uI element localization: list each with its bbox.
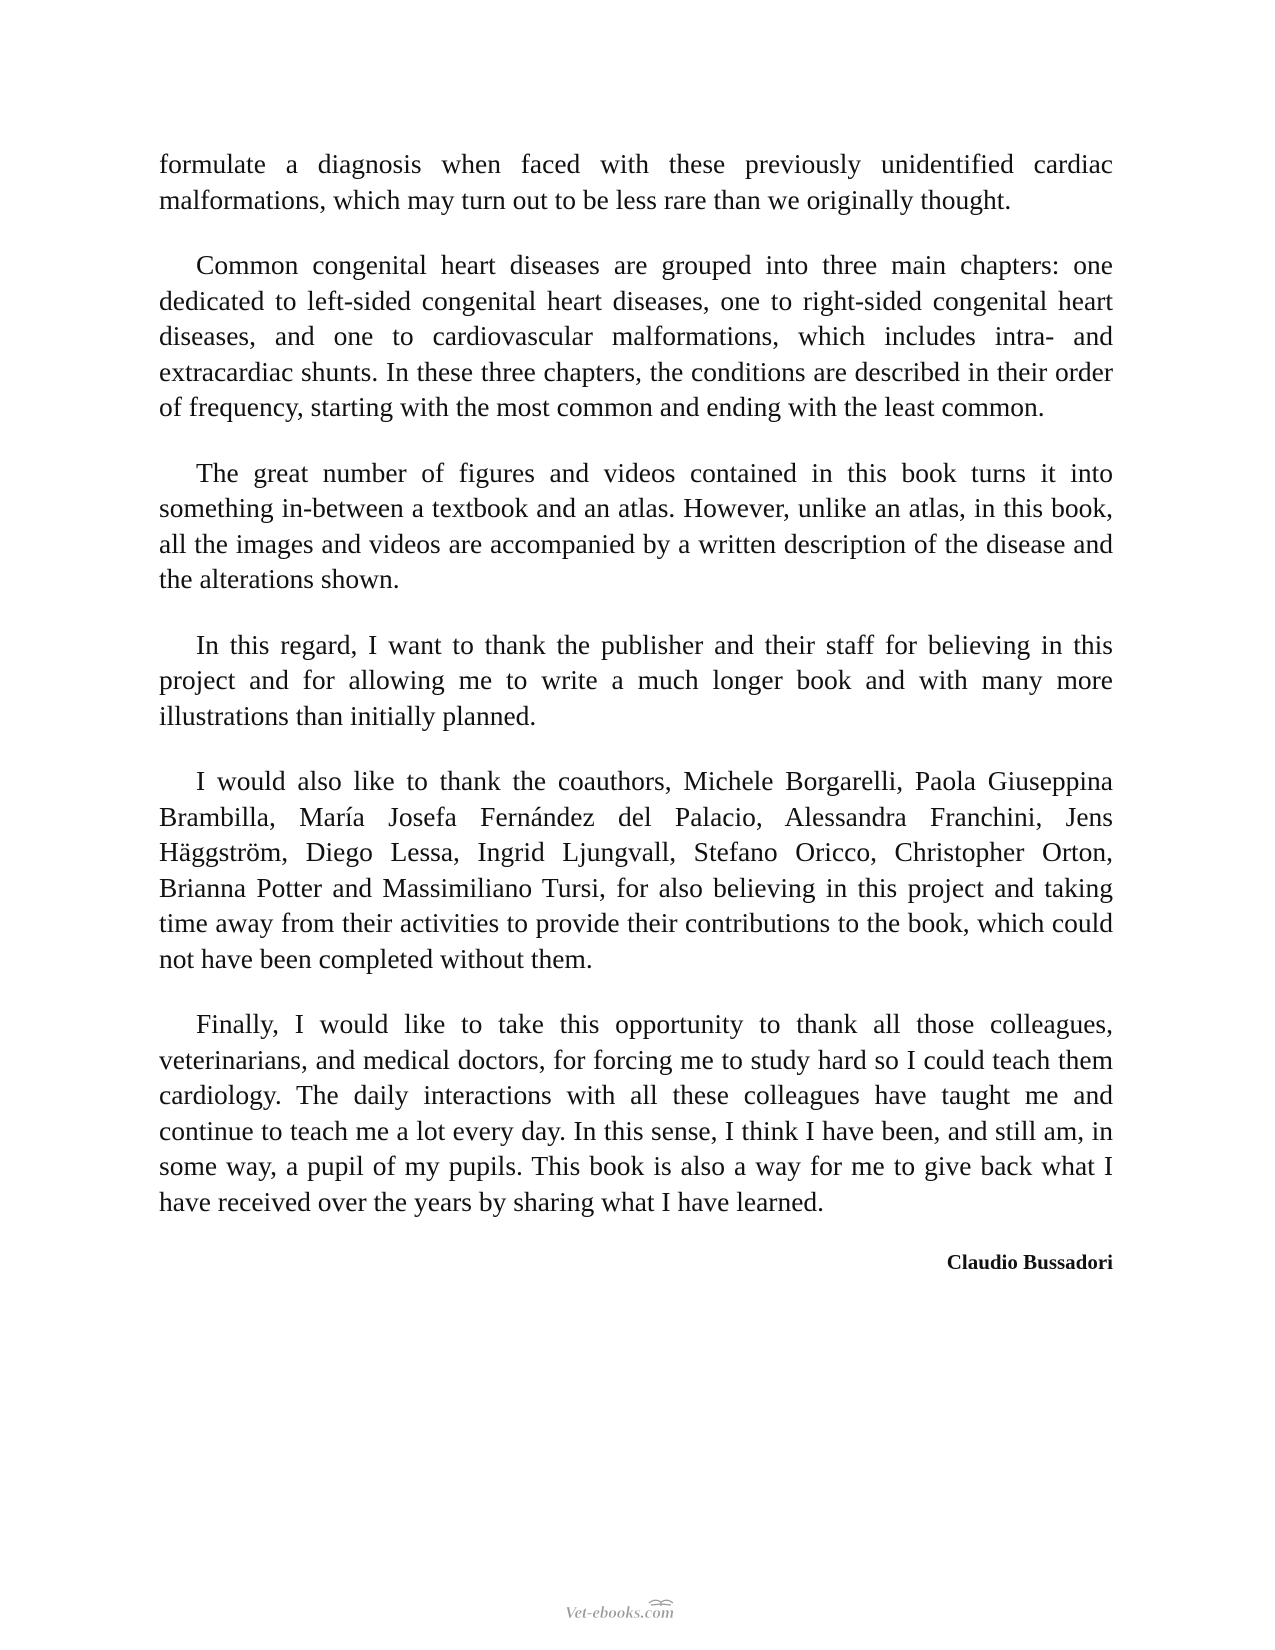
paragraph-publisher-thanks: In this regard, I want to thank the publisher and their staff for believing in this project and for allowing me to write a much longer book and with many more illustrations than initially planned. xyxy=(159,628,1113,731)
paragraph-colleagues-thanks: Finally, I would like to take this opportunity to thank all those colleagues, veterinarians, and medical doctors, for forcing me to study hard so I could teach them cardiology. The daily interactions with all these colleagues have taught me and continue to teach me a lot every day. In this sense, I think I have been, and still am, in some way, a pupil of my pupils. This book is also a way for me to give back what I have received over the years by sharing what I have learned. xyxy=(159,1008,1113,1217)
paragraph-chapter-structure: Common congenital heart diseases are grouped into three main chapters: one dedicated to left-sided congenital heart diseases, one to right-sided congenital heart diseases, and one to cardiovascular malformations, which includes intra- and extracardiac shunts. In these three chapters, the conditions are described in their order of frequency, starting with the most common and ending with the least common. xyxy=(159,249,1113,422)
preface-body xyxy=(159,146,1113,1275)
paragraph-continuation: formulate a diagnosis when faced with these previously unidentified cardiac malformations, which may turn out to be less rare than we originally thought. xyxy=(159,148,1113,215)
paragraph-coauthors-thanks: I would also like to thank the coauthors, Michele Borgarelli, Paola Giuseppina Brambilla, María Josefa Fernández del Palacio, Alessandra Franchini, Jens Häggström, Diego Lessa, Ingrid Ljungvall, Stefano Oricco, Christopher Orton, Brianna Potter and Massimiliano Tursi, for also believing in this project and taking time away from their activities to provide their contributions to the book, which could not have been completed without them. xyxy=(159,765,1113,974)
paragraph-figures-videos: The great number of figures and videos contained in this book turns it into something in-between a textbook and an atlas. However, unlike an atlas, in this book, all the images and videos are accompanied by a written description of the disease and the alterations shown. xyxy=(159,456,1113,594)
watermark-text: Vet-ebooks.com xyxy=(564,1603,674,1622)
author-signature: Claudio Bussadori xyxy=(946,1250,1113,1274)
watermark-logo xyxy=(0,1597,1275,1627)
watermark-svg xyxy=(563,1597,713,1623)
